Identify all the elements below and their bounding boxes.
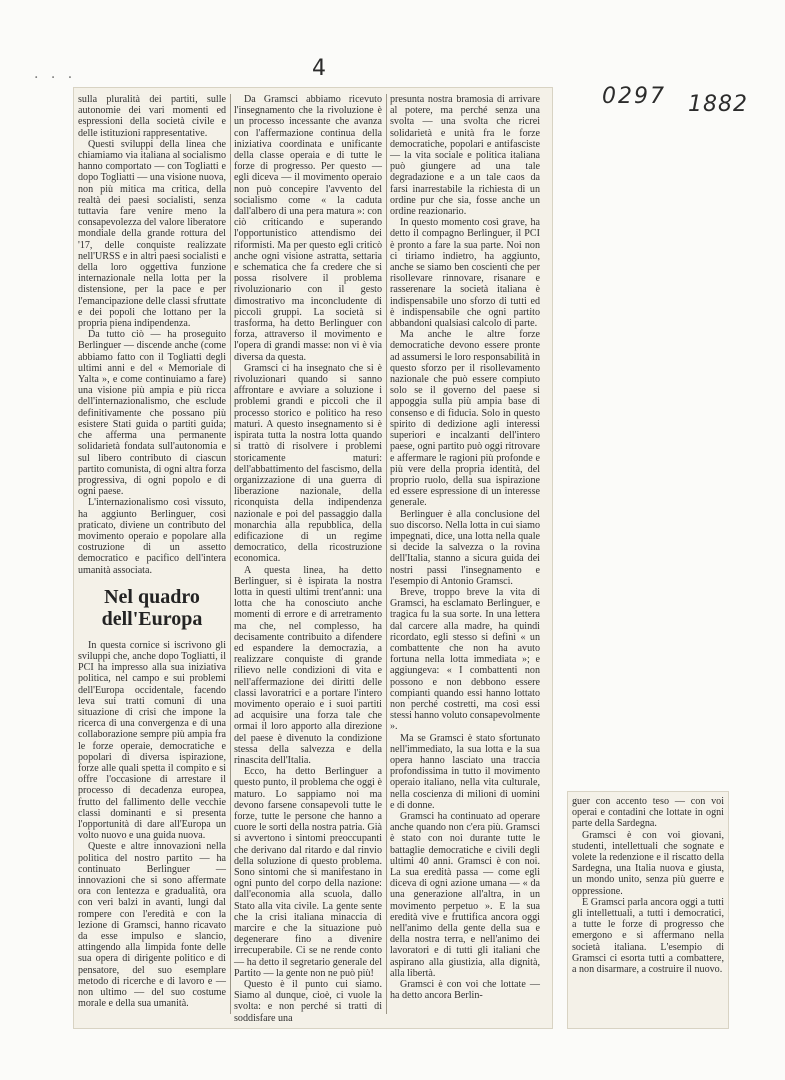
paragraph: Gramsci ci ha insegnato che si è rivoluzionari quando si sanno affrontare e avviare a soluzione i problemi grandi e piccoli che il processo storico e politico ha reso maturi. A questo insegnamento si è ispirata tutta la nostra lotta quando si trattò di risolvere i problemi storicamente maturi: dell'abbattimento del fascismo, della organizzazione di una guerra di liberazione nazionale, della riconquista della indipendenza nazionale e poi del passaggio dalla monarchia alla repubblica, della edificazione di un regime democratico, della ricostruzione economica. bbox=[234, 362, 382, 565]
paragraph: Gramsci è con voi giovani, studenti, intellettuali che sognate e volete la redenzione e il riscatto della Sardegna, una Italia nuova e giusta, un mondo unito, senza più guerre e oppressione. bbox=[572, 829, 724, 897]
paragraph: Ma se Gramsci è stato sfortunato nell'immediato, la sua lotta e la sua opera hanno lasciato una traccia profondissima in tutto il movimento operaio italiano, nella vita culturale, nella coscienza di milioni di uomini e di donne. bbox=[390, 732, 540, 811]
paragraph: Ma anche le altre forze democratiche devono essere pronte ad assumersi le loro responsabilità in questo sforzo per il risollevamento nazionale che può essere compiuto solo se il governo del paese si appoggia sulla più ampia base di consenso e di fiducia. Solo in questo spirito di dedizione agli interessi superiori e incalzanti dell'intero paese, ogni partito può oggi ritrovare e affermare le ragioni più profonde e più vere della propria identità, del proprio ruolo, della sua ispirazione ed essere espressione di un interesse generale. bbox=[390, 329, 540, 509]
paragraph: Gramsci è con voi che lottate — ha detto ancora Berlin- bbox=[390, 979, 540, 1002]
paragraph: Questo è il punto cui siamo. Siamo al dunque, cioè, ci vuole la svolta: e non perché si tratti di soddisfare una bbox=[234, 979, 382, 1024]
paragraph: Queste e altre innovazioni nella politica del nostro partito — ha continuato Berlinguer — innovazioni che si sono affermate ora con lentezza e gradualità, ora con veri balzi in avanti, lungi dal rompere con l'eredità e con la lezione di Gramsci, hanno ricavato da esse impulso e slancio, attingendo alla limpida fonte delle sua opera di dirigente politico e di pensatore, del suo esemplare metodo di ricerche e di lavoro e — non ultimo — del suo costume morale e della sua umanità. bbox=[78, 841, 226, 1010]
handwritten-doc-number-2: 1882 bbox=[688, 92, 748, 117]
paragraph: In questo momento così grave, ha detto il compagno Berlinguer, il PCI è pronto a fare la sua parte. Noi non ci tiriamo indietro, ha aggiunto, anche se siamo ben coscienti che per risollevare rinnovare, risanare e rasserenare la società italiana è indispensabile uno sforzo di tutti ed è indispensabile che ogni partito abbandoni qualsiasi calcolo di parte. bbox=[390, 217, 540, 330]
column-divider bbox=[386, 94, 387, 1014]
paragraph: Berlinguer è alla conclusione del suo discorso. Nella lotta in cui siamo impegnati, dice, una lotta nella quale si decide la salvezza o la rovina dell'Italia, stanno a sicura guida dei nostri passi l'insegnamento e l'esempio di Antonio Gramsci. bbox=[390, 508, 540, 587]
handwritten-page-number: 4 bbox=[312, 56, 326, 81]
article-column-1 bbox=[78, 94, 226, 1024]
article-continuation bbox=[568, 792, 728, 1028]
column-divider bbox=[230, 94, 231, 1014]
paragraph: Gramsci ha continuato ad operare anche quando non c'era più. Gramsci è stato con noi durante tutte le battaglie democratiche e civili degli ultimi 40 anni. Gramsci è con noi. La sua eredità passa — come egli diceva di ogni azione umana — « da una generazione all'altra, in un movimento perpetuo ». E la sua eredità vive e fruttifica ancora oggi nell'animo della gente della sua e della nostra terra, e nell'animo dei lavoratori e di tutti gli italiani che aspirano alla giustizia, alla dignità, alla libertà. bbox=[390, 811, 540, 979]
paragraph: presunta nostra bramosia di arrivare al potere, ma perché senza una svolta — una svolta che ricrei solidarietà e unità fra le forze democratiche, popolari e antifasciste — la vita sociale e politica italiana può giungere ad una tale degradazione e a un tale caos da farsi inarrestabile la richiesta di un ordine pur che sia, fosse anche un ordine reazionario. bbox=[390, 94, 540, 218]
paragraph: Da tutto ciò — ha proseguito Berlinguer — discende anche (come abbiamo fatto con il Togliatti degli ultimi anni e del « Memoriale di Yalta », e come continuiamo a fare) una visione più ampia e più ricca dell'internazionalismo, che esclude definitivamente che possano più esistere Stati guida o partiti guida; che afferma una permanente solidarietà fondata sull'autonomia e sul libero contributo di ciascun partito comunista, di ogni altra forza progressiva, di ogni popolo e di ogni paese. bbox=[78, 329, 226, 498]
paragraph: In questa cornice si iscrivono gli sviluppi che, anche dopo Togliatti, il PCI ha impresso alla sua iniziativa politica, nel campo e sui problemi dell'Europa occidentale, facendo leva sui tratti comuni di una situazione di crisi che impone la ricerca di una convergenza e di una collaborazione sempre più ampia fra le forze operaie, democratiche e popolari di diversa ispirazione, forze alle quali spetta il compito e si offre l'occasione di arrestare il processo di decadenza europea, frutto del fallimento delle vecchie classi dominanti e si presenta l'opportunità di dare all'Europa un volto nuovo e una guida nuova. bbox=[78, 639, 226, 842]
paragraph: Breve, troppo breve la vita di Gramsci, ha esclamato Berlinguer, e tragica fu la sua sorte. In una lettera dal carcere alla madre, ha quindi ricordato, egli stesso si definì « un combattente che non ha avuto fortuna nella lotta immediata »; e aggiungeva: « I combattenti non possono e non debbono essere compianti quando essi hanno lottato non perché costretti, ma così essi stessi hanno voluto consapevolmente ». bbox=[390, 586, 540, 733]
paragraph: Da Gramsci abbiamo ricevuto l'insegnamento che la rivoluzione è un processo incessante che avanza con l'affermazione continua della iniziativa coordinata e unificante della classe operaia e di tutte le forze di progresso. Per questo — egli diceva — il movimento operaio non può concepire l'avvento del socialismo come « la caduta dall'albero di una pera matura »: con ciò criticando e superando l'opportunistico attendismo dei riformisti. Ma per questo egli criticò anche ogni visione astratta, settaria e schematica che fa credere che si possa risolvere il problema rivoluzionario con il gesto dimostrativo ma inconcludente di piccoli gruppi. La società si trasforma, ha detto Berlinguer con forza, attraverso il movimento e l'opera di grandi masse: non vi è via diversa da questa. bbox=[234, 94, 382, 363]
article-column-3 bbox=[390, 94, 540, 1002]
corner-marks: · · · bbox=[34, 70, 77, 86]
paragraph: sulla pluralità dei partiti, sulle autonomie dei vari momenti ed espressioni della società civile e delle istituzioni rappresentative. bbox=[78, 94, 226, 139]
handwritten-doc-number: 0297 bbox=[602, 84, 666, 109]
paragraph: Ecco, ha detto Berlinguer a questo punto, il problema che oggi è maturo. Lo sappiamo noi ma devono farsene consapevoli tutte le forze, tutte le persone che hanno a cuore le sorti della nostra patria. Già si avvertono i sintomi preoccupanti che derivano dal ritardo e dal rinvio della soluzione di questo problema. Sono sintomi che si manifestano in ogni punto del corpo della nazione: dall'economia alla scuola, dallo Stato alla vita civile. La gente sente che la crisi italiana minaccia di marcire e che la situazione può degenerare fino a divenire irrecuperabile. Ci se ne rende conto — ha detto il segretario generale del Partito — la gente non ne può più! bbox=[234, 766, 382, 979]
newspaper-clipping bbox=[74, 88, 552, 1028]
paragraph: E Gramsci parla ancora oggi a tutti gli intellettuali, a tutti i democratici, a tutte le forze di progresso che emergono e si affermano nella società italiana. L'esempio di Gramsci ci esorta tutti a combattere, a non disarmare, a costruire il nuovo. bbox=[572, 896, 724, 976]
paragraph: L'internazionalismo così vissuto, ha aggiunto Berlinguer, così praticato, diviene un contributo del movimento operaio e popolare alla costruzione di un assetto democratico e pacifico dell'intera umanità associata. bbox=[78, 497, 226, 576]
paragraph: A questa linea, ha detto Berlinguer, si è ispirata la nostra lotta in questi ultimi trent'anni: una lotta che ha conosciuto anche momenti di errore e di arretramento ma che, nel complesso, ha decisamente contribuito a difendere ed espandere la democrazia, a realizzare conquiste di grande rilievo nelle condizioni di vita e nell'affermazione dei diritti delle classi lavoratrici e a portare l'intero movimento operaio e i suoi partiti ad acquisire una forza tale che ormai il loro apporto alla direzione del paese è divenuto la condizione stessa della salvezza e della rinascita dell'Italia. bbox=[234, 564, 382, 766]
article-column-2 bbox=[234, 94, 382, 1024]
paragraph: Questi sviluppi della linea che chiamiamo via italiana al socialismo hanno comportato — con Togliatti e dopo Togliatti — una visione nuova, non più mitica ma critica, della realtà dei paesi socialisti, senza tuttavia fare venire meno la consapevolezza del valore liberatore mondiale della grande rottura del '17, delle conquiste realizzate nell'URSS e in altri paesi socialisti e della loro oggettiva funzione internazionale nella lotta per la distensione, per la pace e per l'emancipazione delle classi sfruttate e dei popoli che lottano per la propria piena indipendenza. bbox=[78, 138, 226, 330]
paragraph: guer con accento teso — con voi operai e contadini che lottate in ogni parte della Sardegna. bbox=[572, 796, 724, 830]
section-heading: Nel quadro dell'Europa bbox=[101, 585, 203, 630]
